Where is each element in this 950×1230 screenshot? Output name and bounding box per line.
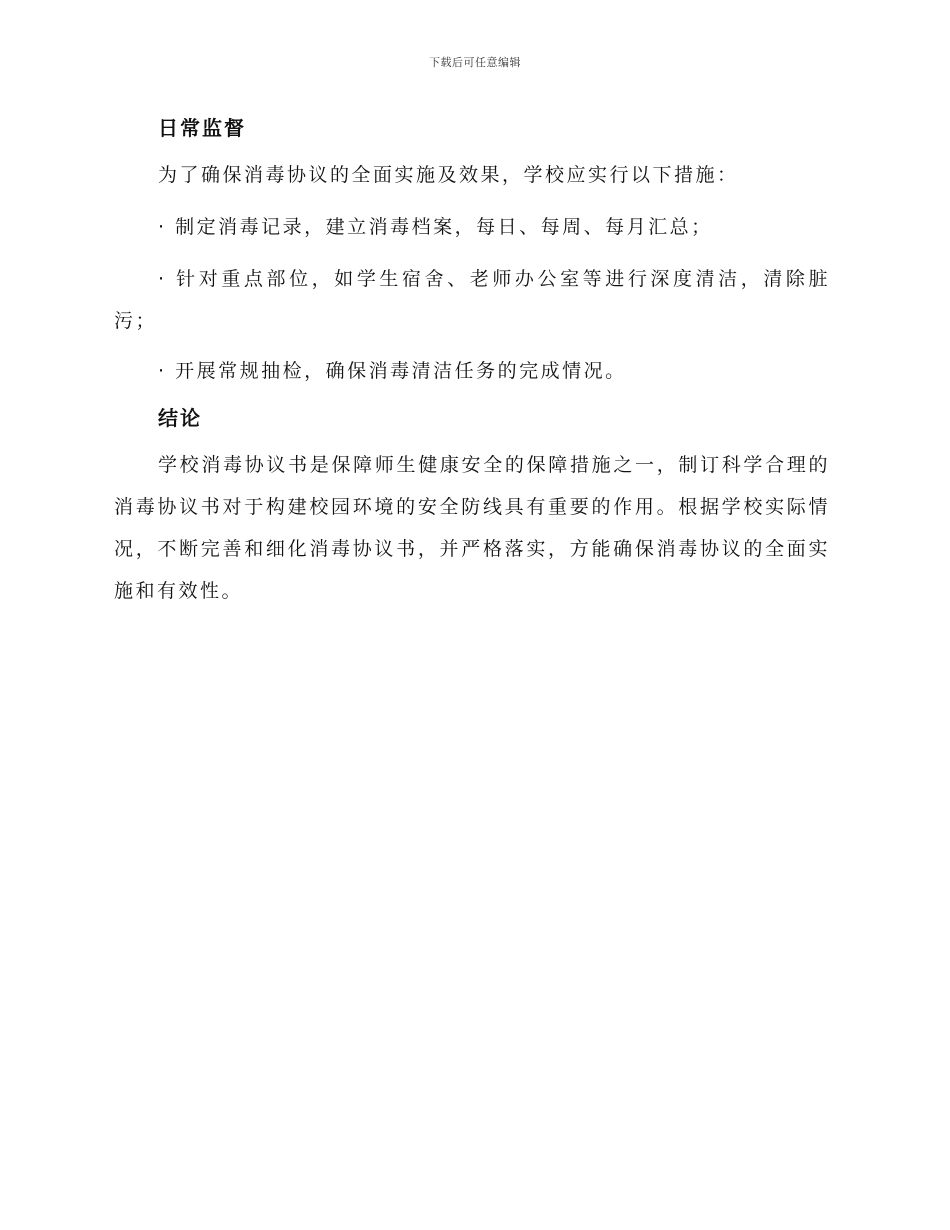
supervision-bullet-1: · 制定消毒记录，建立消毒档案，每日、每周、每月汇总；: [158, 216, 713, 238]
header-note: 下载后可任意编辑: [429, 56, 521, 69]
section-heading-conclusion: 结论: [158, 406, 202, 430]
supervision-bullet-2: · 针对重点部位，如学生宿舍、老师办公室等进行深度清洁，清除脏污；: [114, 268, 830, 332]
section-heading-supervision: 日常监督: [158, 116, 246, 140]
supervision-intro: 为了确保消毒协议的全面实施及效果，学校应实行以下措施：: [158, 164, 739, 186]
conclusion-body: 学校消毒协议书是保障师生健康安全的保障措施之一，制订科学合理的消毒协议书对于构建校园环境的安全防线具有重要的作用。根据学校实际情况，不断完善和细化消毒协议书，并严格落实，方能确保消毒协议的全面实施和有效性。: [114, 454, 830, 602]
document-body: [114, 110, 830, 612]
supervision-bullet-3: · 开展常规抽检，确保消毒清洁任务的完成情况。: [158, 360, 627, 382]
